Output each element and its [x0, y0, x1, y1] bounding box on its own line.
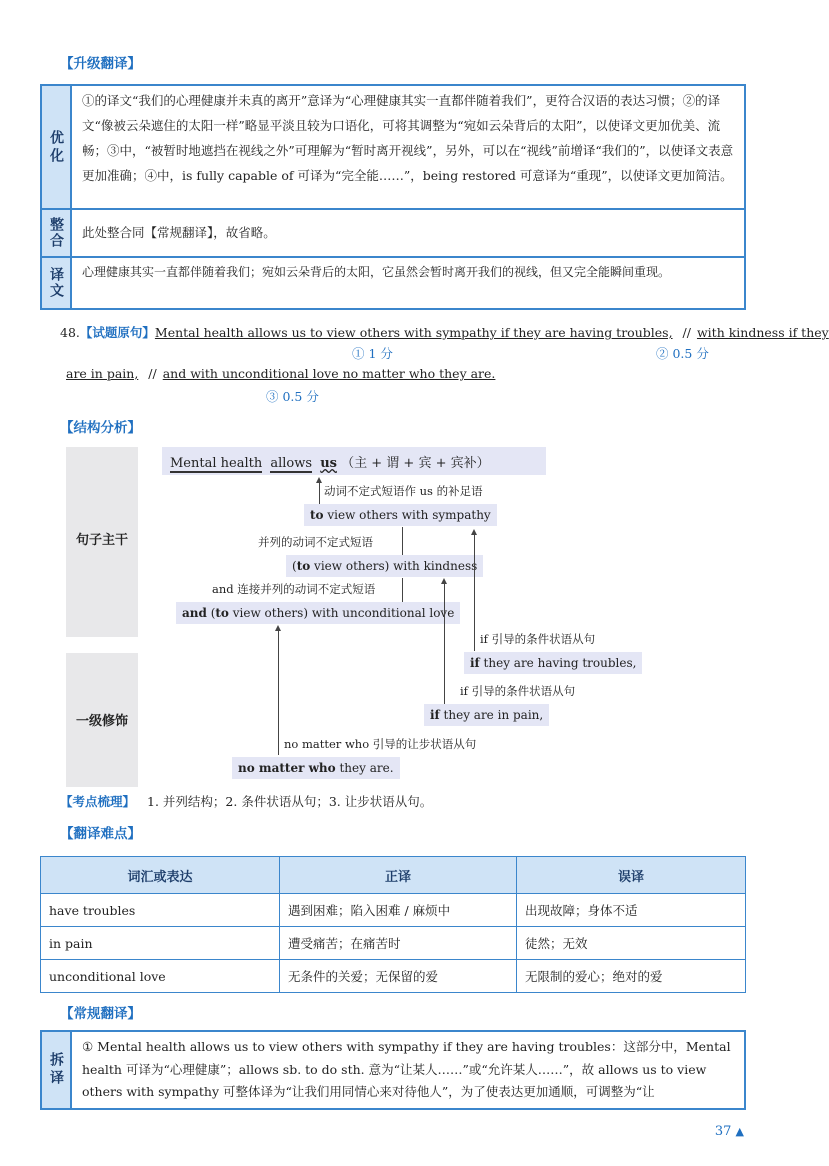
box-no-matter-who [232, 757, 400, 779]
kaodian-text: 1. 并列结构；2. 条件状语从句；3. 让步状语从句。 [147, 794, 433, 809]
phrase: view others) with kindness [310, 559, 478, 573]
box-if-troubles [464, 652, 642, 674]
question-number: 48. [60, 325, 80, 340]
row-label-text: 译文 [48, 267, 64, 299]
connector-line [278, 629, 279, 755]
main-object: us [320, 456, 337, 471]
side-label-main: 句子主干 [75, 533, 128, 548]
divider [42, 208, 744, 210]
main-verb: allows [270, 456, 313, 471]
phrase: they are having troubles, [479, 656, 637, 670]
cell-term: unconditional love [41, 960, 280, 993]
row-label-text: 优化 [48, 129, 64, 166]
q48-part1: Mental health allows us to view others with sympathy if they are having troubles, [154, 325, 673, 340]
score-3: ③ 0.5 分 [266, 389, 319, 404]
connector-line [319, 481, 320, 505]
table-row [41, 894, 746, 927]
note-if-condition-1: if 引导的条件状语从句 [480, 632, 596, 646]
row-label-split [42, 1032, 72, 1108]
row-label-integrate [42, 210, 72, 256]
table-header-row [41, 857, 746, 894]
q48-line1 [60, 323, 829, 341]
box-with-kindness: (to view others) with kindness [286, 555, 483, 577]
regular-tag: 【常规翻译】 [60, 1006, 141, 1022]
cell-correct: 遭受痛苦；在痛苦时 [280, 927, 517, 960]
connector-line [444, 582, 445, 704]
box-unconditional-love: and (to view others) with unconditional love [176, 602, 460, 624]
note-concession: no matter who 引导的让步状语从句 [284, 737, 477, 751]
q48-tag: 【试题原句】 [79, 325, 155, 340]
upgrade-tag: 【升级翻译】 [60, 56, 141, 72]
cell-correct: 遇到困难；陷入困难 / 麻烦中 [280, 894, 517, 927]
cell-correct: 无条件的关爱；无保留的爱 [280, 960, 517, 993]
keyword: if [430, 708, 440, 722]
cell-term: in pain [41, 927, 280, 960]
header-wrong: 误译 [517, 857, 746, 894]
cell-wrong: 出现故障；身体不适 [517, 894, 746, 927]
keyword: no matter who [238, 761, 336, 775]
divider [42, 256, 744, 258]
keyword: if [470, 656, 480, 670]
cell-wrong: 徒然；无效 [517, 927, 746, 960]
structure-tag: 【结构分析】 [60, 420, 141, 436]
row-text-split: ① Mental health allows us to view others with sympathy if they are having troubles：这部分中，Mental health 可译为“心理健康”；allows sb. to do sth. 意为“让某人……”或“允许某人……”，故 allows us to view others with sympathy 可整体译为“让我们用同情心来对待他人”，为了使表达更加通顺，可调整为“让 [82, 1039, 731, 1099]
header-correct: 正译 [280, 857, 517, 894]
note-parallel-infinitive: 并列的动词不定式短语 [258, 535, 373, 549]
main-subject: Mental health [170, 456, 263, 471]
cell-wrong: 无限制的爱心；绝对的爱 [517, 960, 746, 993]
connector-line [402, 527, 403, 555]
side-label-modifier: 一级修饰 [75, 714, 128, 729]
keyword: and [182, 606, 207, 620]
separator: // [682, 325, 691, 340]
keyword: to [310, 508, 324, 522]
kaodian-tag: 【考点梳理】 [60, 794, 136, 809]
upgrade-table [40, 84, 746, 310]
separator: // [148, 366, 157, 381]
structure-diagram [66, 447, 637, 787]
note-if-condition-2: if 引导的条件状语从句 [460, 684, 576, 698]
box-to-view-sympathy [304, 504, 497, 526]
table-row [41, 927, 746, 960]
row-text-translation: 心理健康其实一直都伴随着我们；宛如云朵背后的太阳，它虽然会暂时离开我们的视线，但又完全能瞬间重现。 [82, 265, 671, 279]
q48-part2a: with kindness if they [696, 325, 829, 340]
phrase: they are. [335, 761, 394, 775]
row-label-translation [42, 258, 72, 308]
connector-line [474, 533, 475, 651]
keyword: to [215, 606, 229, 620]
q48-line2 [66, 366, 495, 381]
phrase: view others with sympathy [323, 508, 491, 522]
score-1: ① 1 分 [352, 346, 393, 361]
box-if-pain [424, 704, 549, 726]
regular-table [40, 1030, 746, 1110]
main-pattern: （主 + 谓 + 宾 + 宾补） [341, 456, 490, 471]
difficulty-tag: 【翻译难点】 [60, 826, 141, 842]
table-row [41, 960, 746, 993]
header-term: 词汇或表达 [41, 857, 280, 894]
main-clause [170, 452, 490, 471]
kaodian-line [60, 792, 432, 810]
score-2: ② 0.5 分 [656, 346, 709, 361]
row-label-text: 拆译 [48, 1052, 64, 1088]
note-and-connector: and 连接并列的动词不定式短语 [212, 582, 376, 596]
phrase: they are in pain, [439, 708, 544, 722]
page-number [715, 1124, 744, 1139]
row-label-text: 整合 [48, 217, 64, 249]
keyword: to [296, 559, 311, 573]
connector-line [402, 578, 403, 602]
q48-part3: and with unconditional love no matter who they are. [162, 366, 496, 381]
q48-part2b: are in pain, [66, 366, 139, 381]
difficulty-table [40, 856, 746, 993]
row-text-optimize: ①的译文“我们的心理健康并未真的离开”意译为“心理健康其实一直都伴随着我们”，更符合汉语的表达习惯；②的译文“像被云朵遮住的太阳一样”略显平淡且较为口语化，可将其调整为“宛如云朵背后的太阳”，以使译文更加优美、流畅；③中，“被暂时地遮挡在视线之外”可理解为“暂时离开视线”，另外，可以在“视线”前增译“我们的”，以使译文表意更加准确；④中，is fully capable of 可译为“完全能……”，being restored 可意译为“重现”，以使译文更加简洁。 [82, 93, 734, 183]
phrase: view others) with unconditional love [228, 606, 455, 620]
row-text-integrate: 此处整合同【常规翻译】，故省略。 [82, 225, 276, 240]
row-label-optimize [42, 86, 72, 209]
cell-term: have troubles [41, 894, 280, 927]
graduation-cap-icon: ▲ [735, 1125, 744, 1138]
page-number-text: 37 [714, 1124, 732, 1139]
note-infinitive-complement: 动词不定式短语作 us 的补足语 [324, 484, 483, 498]
